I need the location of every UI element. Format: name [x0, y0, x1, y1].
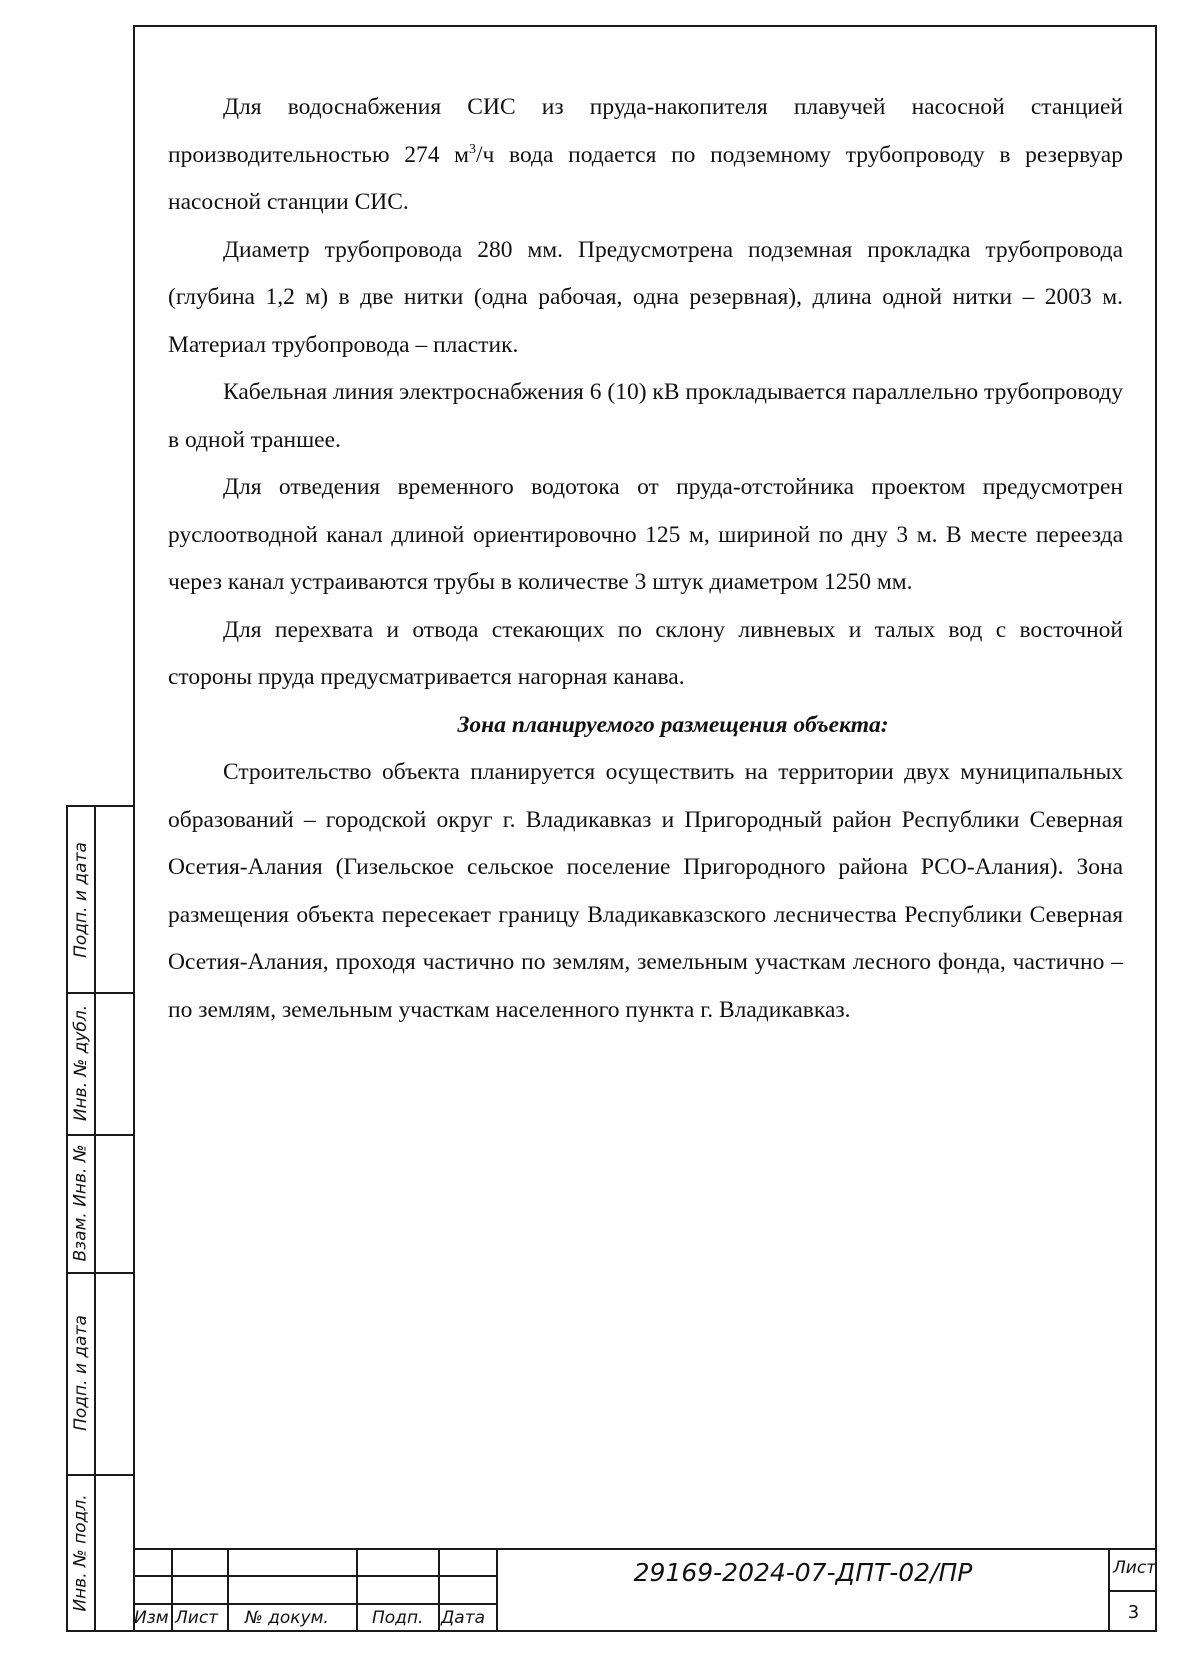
caption-izm: Изм [134, 1608, 169, 1628]
paragraph-upland-ditch: Для перехвата и отвода стекающих по склону ливневых и талых вод с восточной стороны пруда предусматривается нагорная канава. [168, 616, 1123, 690]
sheet-number: 3 [1127, 1602, 1140, 1623]
section-heading: Зона планируемого размещения объекта: [457, 711, 889, 738]
body-text [168, 84, 1123, 1034]
side-stamp [66, 805, 135, 1632]
paragraph-water-supply: Для водоснабжения СИС из пруда-накопителя плавучей насосной станцией производительностью 274 $м^3/ч$ вода подается по подземному трубопроводу в резервуар насосной станции СИС. [168, 94, 1123, 215]
side-label-vzam-inv: Взам. Инв. № [71, 1144, 91, 1262]
caption-data: Дата [441, 1608, 486, 1628]
document-code: 29169-2024-07-ДПТ-02/ПР [633, 1558, 973, 1587]
caption-podp: Подп. [372, 1608, 424, 1628]
side-label-inv-dubl: Инв. № дубл. [71, 1004, 91, 1122]
paragraph-cable-line: Кабельная линия электроснабжения 6 (10) кВ прокладывается параллельно трубопроводу в одной траншее. [168, 379, 1123, 453]
side-label-podp-data-bottom: Подп. и дата [71, 1315, 91, 1431]
side-label-inv-podl: Инв. № подл. [71, 1494, 92, 1612]
paragraph-diversion-canal: Для отведения временного водотока от пруда-отстойника проектом предусмотрен руслоотводной канал длиной ориентировочно 125 м, шириной по дну 3 м. В месте переезда через канал устраиваются трубы в количестве 3 штук диаметром 1250 мм. [168, 474, 1123, 595]
paragraph-placement-zone: Строительство объекта планируется осуществить на территории двух муниципальных образований – городской округ г. Владикавказ и Пригородный район Республики Северная Осетия-Алания (Гизельское сельское поселение Пригородного района РСО-Алания). Зона размещения объекта пересекает границу Владикавказского лесничества Республики Северная Осетия-Алания, проходя частично по землям, земельным участкам лесного фонда, частично – по землям, земельным участкам населенного пункта г. Владикавказ. [168, 759, 1123, 1023]
caption-list: Лист [175, 1608, 219, 1628]
side-label-podp-data-top: Подп. и дата [71, 841, 91, 958]
paragraph-pipeline: Диаметр трубопровода 280 мм. Предусмотрена подземная прокладка трубопровода (глубина 1,2 м) в две нитки (одна рабочая, одна резервная), длина одной нитки – 2003 м. Материал трубопровода – пластик. [168, 236, 1123, 358]
caption-sheet: Лист [1113, 1558, 1157, 1578]
caption-n-dokum: № докум. [245, 1608, 329, 1628]
